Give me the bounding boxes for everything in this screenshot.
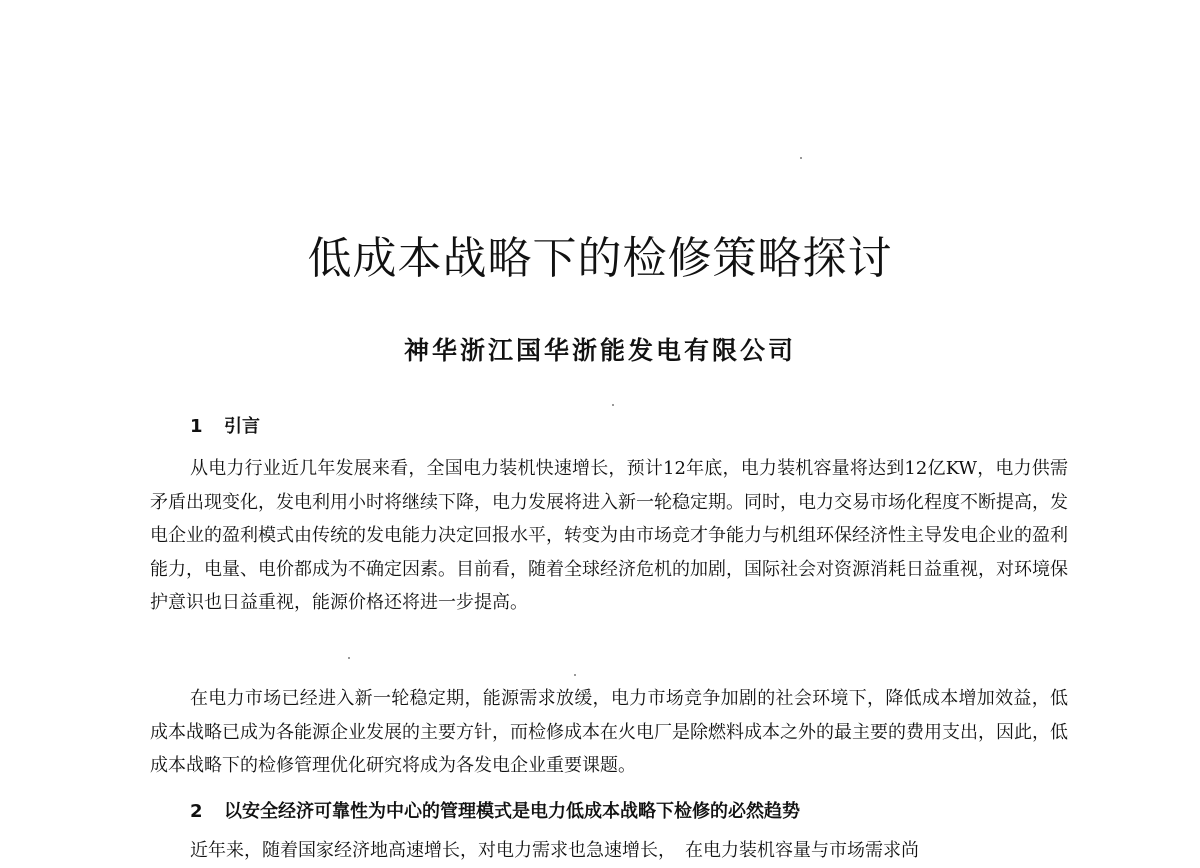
- scan-speck: [612, 404, 614, 406]
- section-number: 1: [190, 416, 203, 437]
- document-title: 低成本战略下的检修策略探讨: [307, 233, 893, 284]
- section-title: 引言: [224, 416, 260, 437]
- section-heading-2: [190, 797, 800, 823]
- section-number: 2: [190, 801, 203, 822]
- scan-speck: [800, 157, 802, 159]
- paragraph: 近年来，随着国家经济地高速增长，对电力需求也急速增长， 在电力装机容量与市场需求尚: [190, 840, 919, 861]
- organization-name: 神华浙江国华浙能发电有限公司: [403, 336, 796, 365]
- scan-speck: [574, 674, 576, 676]
- section-heading-1: [190, 412, 260, 438]
- scan-speck: [348, 657, 350, 659]
- paragraph: 从电力行业近几年发展来看，全国电力装机快速增长，预计12年底，电力装机容量将达到12亿KW，电力供需矛盾出现变化，发电利用小时将继续下降，电力发展将进入新一轮稳定期。同时，电力交易市场化程度不断提高，发电企业的盈利模式由传统的发电能力决定回报水平，转变为由市场竞才争能力与机组环保经济性主导发电企业的盈利能力，电量、电价都成为不确定因素。目前看，随着全球经济危机的加剧，国际社会对资源消耗日益重视，对环境保护意识也日益重视，能源价格还将进一步提高。: [150, 458, 1068, 613]
- section-title: 以安全经济可靠性为中心的管理模式是电力低成本战略下检修的必然趋势: [224, 801, 800, 822]
- paragraph: 在电力市场已经进入新一轮稳定期，能源需求放缓，电力市场竞争加剧的社会环境下，降低成本增加效益，低成本战略已成为各能源企业发展的主要方针，而检修成本在火电厂是除燃料成本之外的最主要的费用支出，因此，低成本战略下的检修管理优化研究将成为各发电企业重要课题。: [150, 688, 1068, 776]
